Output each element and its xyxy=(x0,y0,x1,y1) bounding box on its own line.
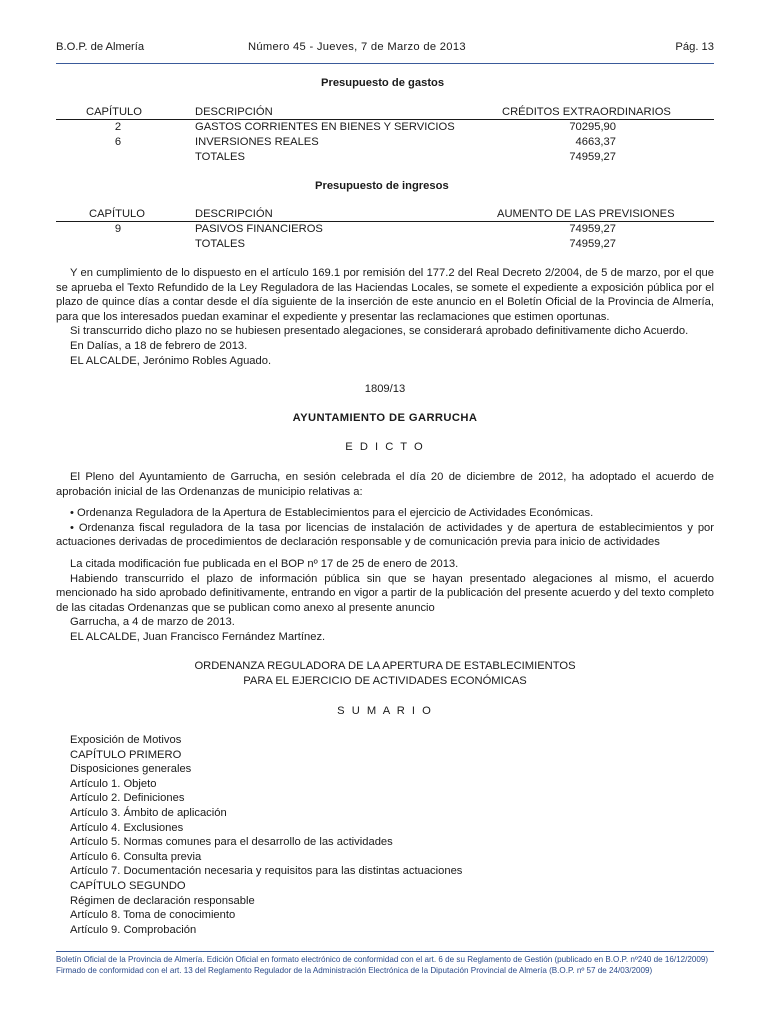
ingresos-title: Presupuesto de ingresos xyxy=(315,180,449,192)
garrucha-body xyxy=(56,557,714,645)
table-cell-descripcion: PASIVOS FINANCIEROS xyxy=(195,223,323,235)
gastos-title: Presupuesto de gastos xyxy=(321,77,445,89)
bulletin-name: B.O.P. de Almería xyxy=(56,41,145,53)
table-cell-capitulo: 6 xyxy=(114,136,122,148)
dalias-text xyxy=(56,266,714,368)
ayuntamiento-title: AYUNTAMIENTO DE GARRUCHA xyxy=(292,412,478,424)
page-number: Pág. 13 xyxy=(675,41,714,53)
list-item: Artículo 6. Consulta previa xyxy=(70,850,202,863)
table-cell-importe: 4663,37 xyxy=(575,136,616,148)
list-item: CAPÍTULO PRIMERO xyxy=(70,748,182,761)
page-header xyxy=(56,41,714,57)
paragraph: La citada modificación fue publicada en el BOP nº 17 de 25 de enero de 2013. xyxy=(70,558,459,570)
list-item: Artículo 8. Toma de conocimiento xyxy=(70,909,236,922)
list-item: Disposiciones generales xyxy=(70,763,192,776)
list-item: • Ordenanza fiscal reguladora de la tasa por licencias de instalación de actividades y de apertura de establecimientos y por actuaciones derivadas de procedimientos de declaración responsable y de comunicación previa para inicio de actividades xyxy=(56,521,714,549)
paragraph: El Pleno del Ayuntamiento de Garrucha, en sesión celebrada el día 20 de diciembre de 2012, ha adoptado el acuerdo de aprobación inicial de las Ordenanzas de municipio relativas a: xyxy=(56,471,714,498)
list-item: Exposición de Motivos xyxy=(70,734,182,746)
gastos-col-capitulo: CAPÍTULO xyxy=(86,106,142,118)
list-item: Artículo 2. Definiciones xyxy=(70,792,185,805)
signature: EL ALCALDE, Jerónimo Robles Aguado. xyxy=(70,354,272,367)
list-item: Régimen de declaración responsable xyxy=(70,894,255,907)
list-item: Artículo 4. Exclusiones xyxy=(70,821,184,834)
header-rule xyxy=(56,63,714,64)
ingresos-col-descripcion: DESCRIPCIÓN xyxy=(195,208,273,220)
garrucha-intro xyxy=(56,470,714,499)
table-cell-descripcion: TOTALES xyxy=(195,238,245,250)
page-footer xyxy=(56,951,714,976)
table-cell-importe: 74959,27 xyxy=(569,151,616,163)
paragraph: En Dalías, a 18 de febrero de 2013. xyxy=(70,339,248,352)
footer-line-2: Firmado de conformidad con el art. 13 del Reglamento Regulador de la Administración Electrónica de la Diputación Provincial de Almería (B.O.P. nº 57 de 24/03/2009) xyxy=(56,966,653,975)
table-cell-importe: 70295,90 xyxy=(569,121,616,133)
ingresos-col-importe: AUMENTO DE LAS PREVISIONES xyxy=(497,208,675,220)
paragraph: Si transcurrido dicho plazo no se hubiesen presentado alegaciones, se considerará aprobado definitivamente dicho Acuerdo. xyxy=(70,325,689,338)
gastos-col-descripcion: DESCRIPCIÓN xyxy=(195,106,273,118)
edicto-title: E D I C T O xyxy=(345,441,425,453)
ordenanza-title-line-2: PARA EL EJERCICIO DE ACTIVIDADES ECONÓMICAS xyxy=(243,675,527,687)
ingresos-col-capitulo: CAPÍTULO xyxy=(89,208,145,220)
table-cell-importe: 74959,27 xyxy=(569,223,616,235)
list-item: CAPÍTULO SEGUNDO xyxy=(70,879,186,892)
table-cell-descripcion: INVERSIONES REALES xyxy=(195,136,319,148)
table-cell-descripcion: TOTALES xyxy=(195,151,245,163)
list-item: Artículo 9. Comprobación xyxy=(70,923,197,936)
footer-line-1: Boletín Oficial de la Provincia de Almería. Edición Oficial en formato electrónico de conformidad con el art. 6 de su Reglamento de Gestión (publicado en B.O.P. nº240 de 16/12/2009) xyxy=(56,955,709,964)
table-cell-importe: 74959,27 xyxy=(569,238,616,250)
signature: EL ALCALDE, Juan Francisco Fernández Martínez. xyxy=(70,630,326,643)
sumario-title: S U M A R I O xyxy=(337,705,433,717)
list-item: Artículo 3. Ámbito de aplicación xyxy=(70,806,227,819)
table-cell-descripcion: GASTOS CORRIENTES EN BIENES Y SERVICIOS xyxy=(195,121,455,133)
ordenanzas-list xyxy=(56,506,714,550)
ordenanza-title-line-1: ORDENANZA REGULADORA DE LA APERTURA DE ESTABLECIMIENTOS xyxy=(194,660,576,672)
paragraph: Garrucha, a 4 de marzo de 2013. xyxy=(70,616,235,629)
list-item: Artículo 1. Objeto xyxy=(70,777,157,790)
gastos-header-rule xyxy=(56,119,714,120)
gastos-col-importe: CRÉDITOS EXTRAORDINARIOS xyxy=(502,106,671,118)
table-cell-capitulo: 2 xyxy=(114,121,122,133)
list-item: Artículo 7. Documentación necesaria y requisitos para las distintas actuaciones xyxy=(70,865,463,878)
ingresos-header-rule xyxy=(56,221,714,222)
paragraph: Habiendo transcurrido el plazo de información pública sin que se hayan presentado alegaciones al mismo, el acuerdo mencionado ha sido aprobado definitivamente, entrando en vigor a partir de la publicación del presente acuerdo y del texto completo de las citadas Ordenanzas que se publican como anexo al presente anuncio xyxy=(56,572,714,614)
issue-date: Número 45 - Jueves, 7 de Marzo de 2013 xyxy=(248,41,466,53)
table-cell-capitulo: 9 xyxy=(114,223,122,235)
sumario-list xyxy=(70,733,462,937)
list-item: • Ordenanza Reguladora de la Apertura de Establecimientos para el ejercicio de Actividades Económicas. xyxy=(70,507,594,519)
paragraph: Y en cumplimiento de lo dispuesto en el artículo 169.1 por remisión del 177.2 del Real Decreto 2/2004, de 5 de marzo, por el que se aprueba el Texto Refundido de la Ley Reguladora de las Haciendas Locales, se somete el expediente a exposición pública por el plazo de quince días a contar desde el día siguiente de la inserción de este anuncio en el Boletín Oficial de la Provincia de Almería, para que los interesados puedan examinar el expediente y presentar las reclamaciones que estimen oportunas. xyxy=(56,267,714,323)
list-item: Artículo 5. Normas comunes para el desarrollo de las actividades xyxy=(70,836,393,849)
announcement-number: 1809/13 xyxy=(364,383,406,395)
